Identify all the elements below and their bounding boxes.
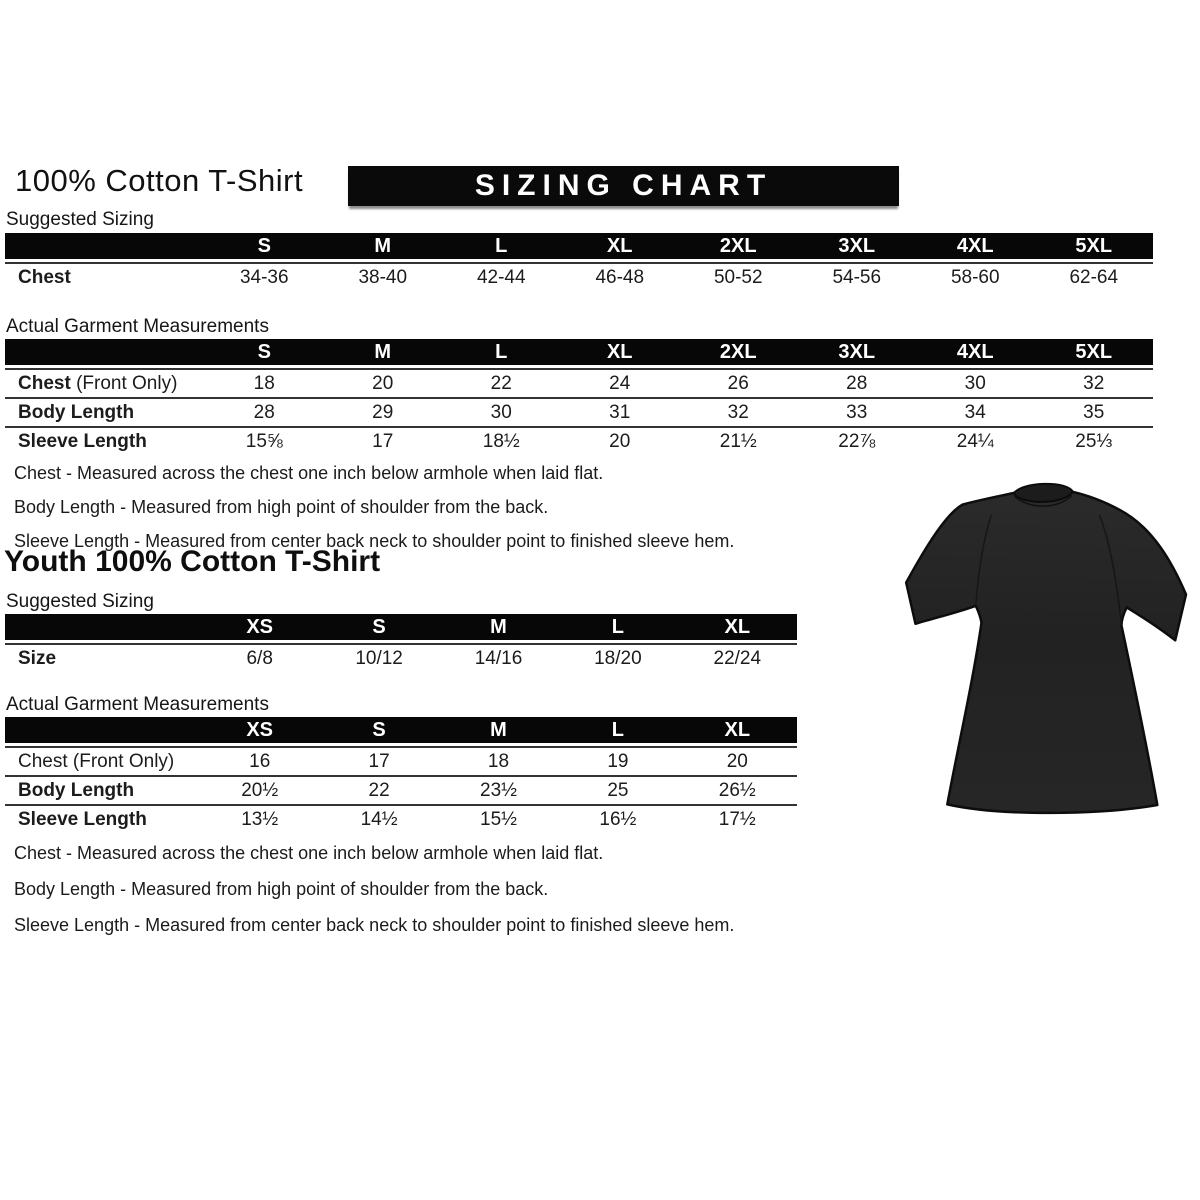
- note-line: Chest - Measured across the chest one inch below armhole when laid flat.: [14, 843, 604, 863]
- measurement-cell: 28: [253, 401, 275, 423]
- youth-section-title: Youth 100% Cotton T-Shirt: [4, 545, 381, 578]
- size-column-header: M: [490, 615, 507, 638]
- note-line: Sleeve Length - Measured from center back neck to shoulder point to finished sleeve hem.: [14, 915, 735, 935]
- measurement-cell: 54-56: [832, 266, 882, 288]
- measurement-cell: 25: [607, 779, 629, 801]
- measurement-cell: 22: [368, 779, 390, 801]
- table-header-row: [5, 233, 1153, 259]
- size-column-header: XS: [246, 615, 274, 638]
- measurement-cell: 21½: [719, 430, 757, 452]
- table-header-row: [5, 614, 797, 640]
- measurement-cell: 24¼: [956, 430, 994, 452]
- measurement-cell: 29: [372, 401, 394, 423]
- measurement-cell: 14½: [360, 808, 398, 830]
- measurement-cell: 42-44: [476, 266, 526, 288]
- measurement-cell: 10/12: [355, 647, 403, 669]
- row-label: Sleeve Length: [18, 808, 147, 830]
- tshirt-body: [902, 484, 1188, 815]
- table-header-row: [5, 717, 797, 743]
- measurement-cell: 22/24: [713, 647, 762, 669]
- measurement-cell: 15½: [480, 808, 517, 830]
- measurement-cell: 35: [1083, 401, 1105, 423]
- row-label: Chest (Front Only): [18, 750, 175, 772]
- measurement-cell: 16½: [599, 808, 637, 830]
- size-column-header: XL: [606, 234, 633, 257]
- note-line: Body Length - Measured from high point of shoulder from the back.: [14, 879, 549, 899]
- size-column-header: 3XL: [838, 340, 876, 363]
- youth-suggested-sizing-table: [5, 614, 797, 672]
- table-row: [5, 262, 1153, 291]
- measurement-cell: 20: [372, 372, 394, 394]
- row-label: Body Length: [18, 779, 135, 801]
- measurement-cell: 18: [487, 750, 510, 772]
- table-row: [5, 426, 1153, 455]
- note-line: Sleeve Length - Measured from center back neck to shoulder point to finished sleeve hem.: [14, 531, 735, 551]
- size-column-header: L: [611, 615, 624, 638]
- measurement-cell: 6/8: [246, 647, 273, 669]
- table-row: [5, 397, 1153, 426]
- size-column-header: M: [374, 340, 392, 363]
- size-column-header: S: [372, 718, 386, 741]
- youth-actual-measurements-table: [5, 717, 797, 833]
- table-row: [5, 775, 797, 804]
- measurement-cell: 28: [846, 372, 868, 394]
- measurement-cell: 58-60: [950, 266, 1000, 288]
- size-column-header: XL: [606, 340, 633, 363]
- measurement-cell: 46-48: [595, 266, 645, 288]
- measurement-cell: 17: [372, 430, 394, 452]
- size-column-header: M: [374, 234, 392, 257]
- size-column-header: 5XL: [1075, 234, 1113, 257]
- table-row: [5, 746, 797, 775]
- size-column-header: 5XL: [1075, 340, 1113, 363]
- measurement-cell: 18/20: [594, 647, 642, 669]
- measurement-cell: 17½: [718, 808, 756, 830]
- measurement-cell: 15⅝: [245, 430, 283, 452]
- measurement-cell: 50-52: [713, 266, 763, 288]
- measurement-cell: 22: [490, 372, 512, 394]
- sizing-chart-banner: [348, 166, 899, 206]
- measurement-cell: 18½: [482, 430, 520, 452]
- measurement-cell: 17: [368, 750, 390, 772]
- measurement-cell: 20: [726, 750, 748, 772]
- measurement-cell: 18: [253, 372, 275, 394]
- size-column-header: S: [257, 234, 271, 257]
- measurement-cell: 24: [609, 372, 631, 394]
- row-label: Chest (Front Only): [18, 372, 178, 394]
- measurement-cell: 30: [490, 401, 512, 423]
- measurement-cell: 25⅓: [1075, 430, 1113, 452]
- adult-actual-measurements-table: [5, 339, 1153, 455]
- size-column-header: M: [490, 718, 507, 741]
- measurement-cell: 14/16: [474, 647, 523, 669]
- size-column-header: S: [257, 340, 271, 363]
- measurement-cell: 19: [607, 750, 629, 772]
- size-column-header: 4XL: [956, 340, 994, 363]
- row-label: Body Length: [18, 401, 135, 423]
- measurement-cell: 22⅞: [838, 430, 876, 452]
- black-tshirt-illustration: [893, 476, 1193, 826]
- measurement-cell: 26½: [718, 779, 756, 801]
- table-row: [5, 804, 797, 833]
- adult-suggested-sizing-label: Suggested Sizing: [6, 209, 154, 230]
- measurement-cell: 32: [727, 401, 749, 423]
- size-column-header: L: [611, 718, 624, 741]
- measurement-cell: 38-40: [358, 266, 408, 288]
- youth-actual-measurements-label: Actual Garment Measurements: [6, 694, 269, 715]
- measurement-cell: 62-64: [1069, 266, 1119, 288]
- size-column-header: XS: [246, 718, 274, 741]
- size-column-header: XL: [724, 718, 751, 741]
- measurement-cell: 13½: [241, 808, 279, 830]
- measurement-cell: 31: [609, 401, 631, 423]
- measurement-cell: 20½: [241, 779, 279, 801]
- adult-actual-measurements-label: Actual Garment Measurements: [6, 316, 269, 337]
- row-label: Sleeve Length: [18, 430, 147, 452]
- measurement-cell: 34: [964, 401, 986, 423]
- note-line: Body Length - Measured from high point of shoulder from the back.: [14, 497, 549, 517]
- size-column-header: L: [495, 234, 508, 257]
- measurement-cell: 26: [727, 372, 749, 394]
- measurement-cell: 33: [846, 401, 868, 423]
- measurement-cell: 23½: [480, 779, 517, 801]
- youth-suggested-sizing-label: Suggested Sizing: [6, 591, 154, 612]
- tshirt-product-image: [893, 476, 1193, 826]
- size-column-header: S: [372, 615, 386, 638]
- measurement-cell: 34-36: [239, 266, 289, 288]
- note-line: Chest - Measured across the chest one inch below armhole when laid flat.: [14, 463, 604, 483]
- measurement-cell: 32: [1083, 372, 1105, 394]
- page-title: 100% Cotton T-Shirt: [15, 163, 304, 198]
- row-label: Size: [18, 647, 57, 669]
- adult-suggested-sizing-table: [5, 233, 1153, 291]
- size-column-header: 3XL: [838, 234, 876, 257]
- size-column-header: XL: [724, 615, 751, 638]
- size-column-header: 2XL: [719, 340, 757, 363]
- banner-label: SIZING CHART: [474, 169, 773, 202]
- row-label: Chest: [18, 266, 71, 288]
- table-row: [5, 643, 797, 672]
- measurement-cell: 16: [249, 750, 271, 772]
- youth-measurement-notes: [14, 843, 734, 951]
- size-column-header: 4XL: [956, 234, 994, 257]
- table-header-row: [5, 339, 1153, 365]
- measurement-cell: 20: [609, 430, 631, 452]
- size-column-header: 2XL: [719, 234, 757, 257]
- measurement-cell: 30: [964, 372, 986, 394]
- size-column-header: L: [495, 340, 508, 363]
- table-row: [5, 368, 1153, 397]
